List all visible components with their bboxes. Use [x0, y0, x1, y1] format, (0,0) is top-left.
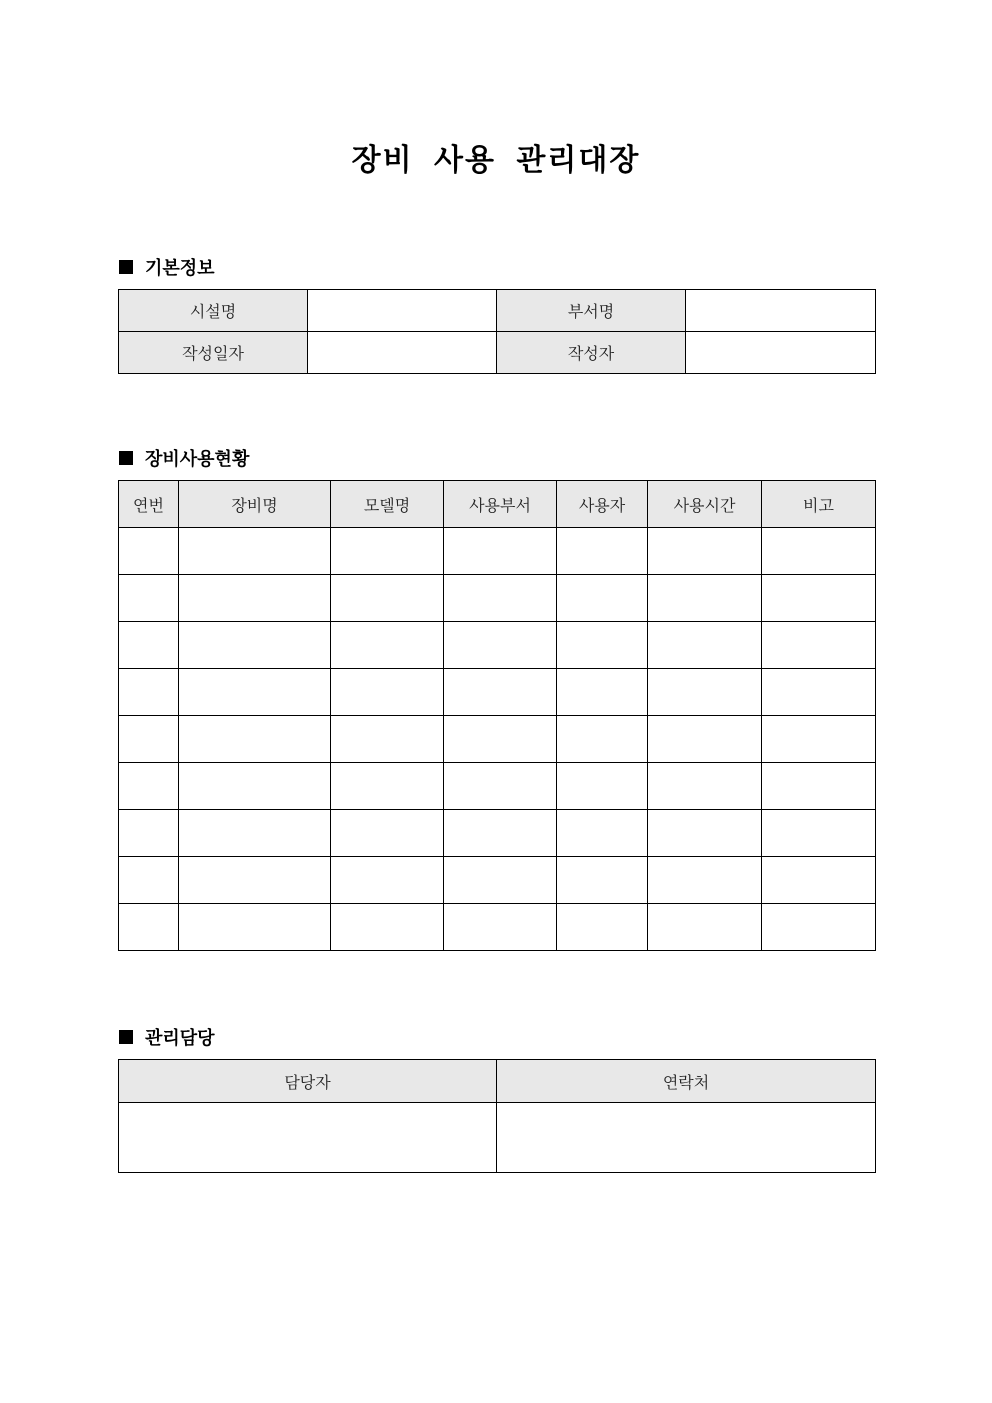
- cell-usage-time[interactable]: [648, 528, 762, 575]
- cell-usage-time[interactable]: [648, 575, 762, 622]
- field-contact[interactable]: [497, 1103, 876, 1173]
- cell-user[interactable]: [557, 857, 648, 904]
- col-header-remarks: 비고: [762, 481, 876, 528]
- cell-user[interactable]: [557, 669, 648, 716]
- cell-no[interactable]: [119, 716, 179, 763]
- section-title-manager: 관리담당: [145, 1028, 215, 1049]
- label-author: 작성자: [497, 332, 686, 374]
- cell-no[interactable]: [119, 575, 179, 622]
- col-header-user: 사용자: [557, 481, 648, 528]
- cell-usage-time[interactable]: [648, 904, 762, 951]
- cell-equipment-name[interactable]: [179, 575, 331, 622]
- section-manager: [119, 1024, 215, 1050]
- cell-remarks[interactable]: [762, 575, 876, 622]
- cell-remarks[interactable]: [762, 763, 876, 810]
- cell-equipment-name[interactable]: [179, 904, 331, 951]
- document-title: 장비 사용 관리대장: [351, 143, 641, 178]
- cell-department[interactable]: [444, 810, 557, 857]
- table-row: [119, 810, 876, 857]
- table-row: [119, 716, 876, 763]
- cell-usage-time[interactable]: [648, 810, 762, 857]
- cell-department[interactable]: [444, 716, 557, 763]
- col-header-manager: 담당자: [119, 1060, 497, 1103]
- cell-no[interactable]: [119, 904, 179, 951]
- cell-model-name[interactable]: [331, 622, 444, 669]
- table-row: [119, 528, 876, 575]
- cell-usage-time[interactable]: [648, 716, 762, 763]
- section-title-basic-info: 기본정보: [145, 258, 215, 279]
- cell-remarks[interactable]: [762, 622, 876, 669]
- cell-usage-time[interactable]: [648, 763, 762, 810]
- label-department-name: 부서명: [497, 290, 686, 332]
- cell-user[interactable]: [557, 528, 648, 575]
- cell-usage-time[interactable]: [648, 669, 762, 716]
- cell-remarks[interactable]: [762, 904, 876, 951]
- label-date-written: 작성일자: [119, 332, 308, 374]
- cell-remarks[interactable]: [762, 810, 876, 857]
- cell-model-name[interactable]: [331, 716, 444, 763]
- square-bullet-icon: [119, 260, 133, 274]
- basic-info-table: [118, 289, 876, 374]
- col-header-no: 연번: [119, 481, 179, 528]
- label-facility-name: 시설명: [119, 290, 308, 332]
- cell-equipment-name[interactable]: [179, 528, 331, 575]
- cell-department[interactable]: [444, 904, 557, 951]
- cell-remarks[interactable]: [762, 528, 876, 575]
- usage-table: [118, 480, 876, 951]
- section-usage: [119, 445, 249, 471]
- col-header-department: 사용부서: [444, 481, 557, 528]
- cell-no[interactable]: [119, 763, 179, 810]
- cell-usage-time[interactable]: [648, 622, 762, 669]
- cell-no[interactable]: [119, 857, 179, 904]
- cell-model-name[interactable]: [331, 575, 444, 622]
- square-bullet-icon: [119, 1030, 133, 1044]
- cell-model-name[interactable]: [331, 904, 444, 951]
- cell-model-name[interactable]: [331, 810, 444, 857]
- cell-model-name[interactable]: [331, 763, 444, 810]
- table-row: [119, 1103, 876, 1173]
- col-header-model-name: 모델명: [331, 481, 444, 528]
- field-department-name[interactable]: [686, 290, 876, 332]
- section-basic-info: [119, 254, 215, 280]
- table-row: [119, 575, 876, 622]
- cell-user[interactable]: [557, 904, 648, 951]
- cell-user[interactable]: [557, 810, 648, 857]
- cell-equipment-name[interactable]: [179, 716, 331, 763]
- cell-department[interactable]: [444, 669, 557, 716]
- cell-model-name[interactable]: [331, 857, 444, 904]
- table-row: [119, 763, 876, 810]
- table-row: [119, 622, 876, 669]
- cell-user[interactable]: [557, 716, 648, 763]
- table-row: [119, 857, 876, 904]
- section-title-usage: 장비사용현황: [145, 449, 250, 470]
- table-row: [119, 669, 876, 716]
- table-row: [119, 904, 876, 951]
- table-row: [119, 332, 876, 374]
- cell-no[interactable]: [119, 810, 179, 857]
- manager-table: [118, 1059, 876, 1173]
- cell-department[interactable]: [444, 575, 557, 622]
- cell-user[interactable]: [557, 575, 648, 622]
- cell-remarks[interactable]: [762, 716, 876, 763]
- col-header-contact: 연락처: [497, 1060, 876, 1103]
- cell-usage-time[interactable]: [648, 857, 762, 904]
- table-header-row: [119, 1060, 876, 1103]
- cell-model-name[interactable]: [331, 669, 444, 716]
- cell-user[interactable]: [557, 763, 648, 810]
- cell-department[interactable]: [444, 622, 557, 669]
- field-facility-name[interactable]: [308, 290, 497, 332]
- cell-equipment-name[interactable]: [179, 622, 331, 669]
- table-row: [119, 290, 876, 332]
- cell-equipment-name[interactable]: [179, 810, 331, 857]
- cell-department[interactable]: [444, 528, 557, 575]
- field-author[interactable]: [686, 332, 876, 374]
- table-header-row: [119, 481, 876, 528]
- cell-remarks[interactable]: [762, 857, 876, 904]
- cell-user[interactable]: [557, 622, 648, 669]
- cell-equipment-name[interactable]: [179, 669, 331, 716]
- cell-no[interactable]: [119, 669, 179, 716]
- cell-model-name[interactable]: [331, 528, 444, 575]
- cell-no[interactable]: [119, 528, 179, 575]
- square-bullet-icon: [119, 451, 133, 465]
- col-header-equipment-name: 장비명: [179, 481, 331, 528]
- cell-remarks[interactable]: [762, 669, 876, 716]
- cell-no[interactable]: [119, 622, 179, 669]
- field-date-written[interactable]: [308, 332, 497, 374]
- field-manager[interactable]: [119, 1103, 497, 1173]
- col-header-usage-time: 사용시간: [648, 481, 762, 528]
- cell-department[interactable]: [444, 763, 557, 810]
- cell-equipment-name[interactable]: [179, 857, 331, 904]
- cell-department[interactable]: [444, 857, 557, 904]
- cell-equipment-name[interactable]: [179, 763, 331, 810]
